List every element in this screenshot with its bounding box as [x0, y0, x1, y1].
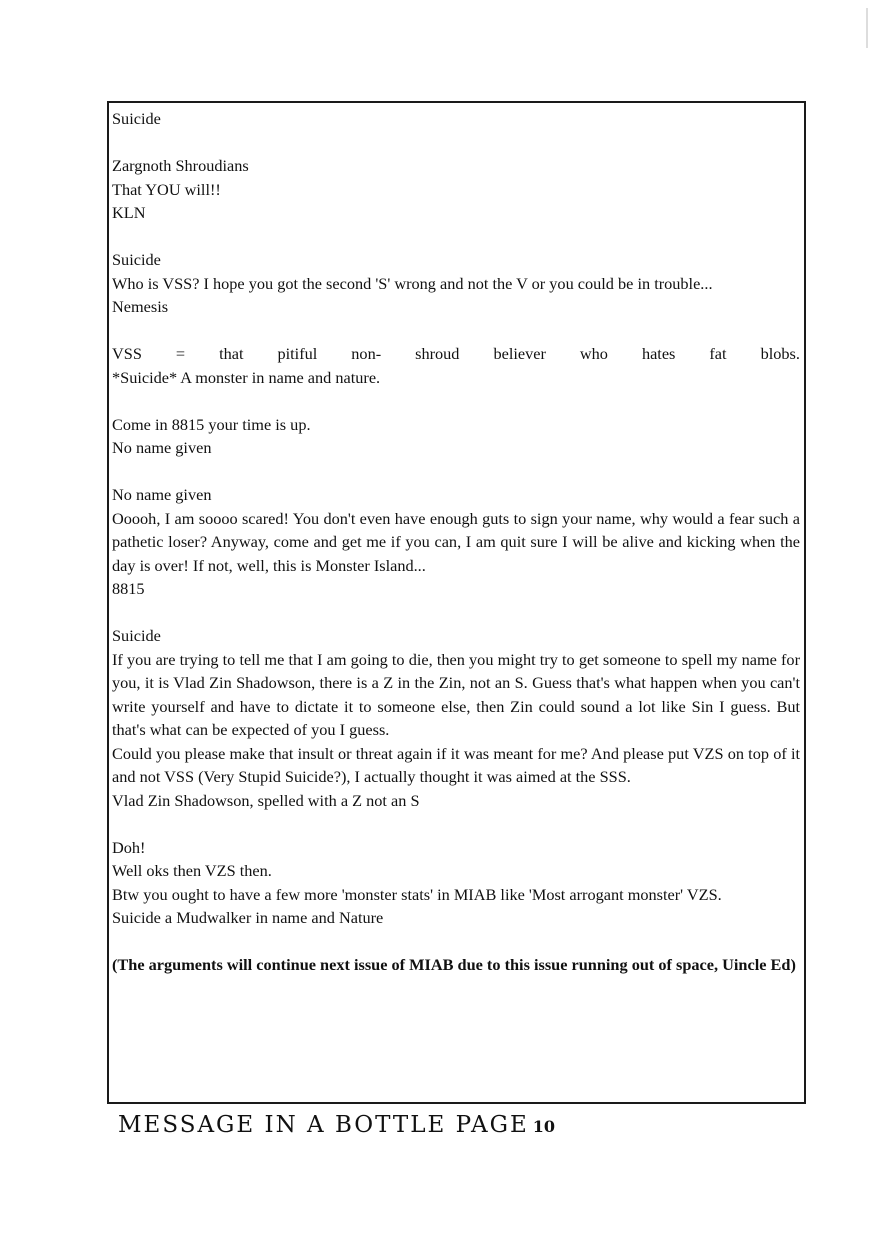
letter-paragraph: Btw you ought to have a few more 'monster stats' in MIAB like 'Most arrogant monster' VZS. [112, 884, 722, 904]
letter-line: Doh! [112, 837, 146, 857]
letter-line: Suicide [112, 626, 161, 645]
word: who [579, 344, 608, 363]
letter-paragraph: Ooooh, I am soooo scared! You don't even have enough guts to sign your name, why would a fear such a pathetic loser? Anyway, come and get me if you can, I am quit sure I will be alive and kicking when the day is over! If not, well, this is Monster Island... [112, 508, 800, 575]
letter-signature: 8815 [112, 579, 145, 598]
word: believer [493, 344, 546, 363]
letter-paragraph: If you are trying to tell me that I am going to die, then you might try to get someone to spell my name for you, it is Vlad Zin Shadowson, there is a Z in the Zin, not an S. Guess that's what happen when you can't write yourself and have to dictate it to someone else, then Zin could sound a lot like Sin I guess. But that's what can be expected of you I guess. [112, 649, 800, 739]
word: VSS [112, 344, 142, 363]
letter-signature: No name given [112, 438, 212, 457]
word: hates [641, 344, 676, 363]
letter-line: Zargnoth Shroudians [112, 156, 249, 175]
letter-signature: Vlad Zin Shadowson, spelled with a Z not an S [112, 790, 420, 810]
letter-line: Well oks then VZS then. [112, 861, 272, 880]
page-number: 10 [532, 1117, 556, 1136]
letter-line: Come in 8815 your time is up. [112, 414, 311, 434]
scan-margin-mark [866, 8, 868, 48]
letter-paragraph: Who is VSS? I hope you got the second 'S' wrong and not the V or you could be in trouble... [112, 273, 713, 293]
letter-signature: *Suicide* A monster in name and nature. [112, 367, 381, 387]
word: fat [709, 344, 727, 363]
word: pitiful [277, 344, 318, 363]
letter-line: That YOU will!! [112, 179, 221, 199]
letter-signature: Nemesis [112, 297, 169, 316]
footer-title: MESSAGE IN A BOTTLE PAGE [118, 1112, 529, 1138]
word: that [219, 344, 244, 363]
word: non- [351, 344, 382, 363]
letter-line: Suicide [112, 109, 161, 128]
letter-paragraph: Could you please make that insult or threat again if it was meant for me? And please put VZS on top of it and not VSS (Very Stupid Suicide?), I actually thought it was aimed at the SSS. [112, 743, 800, 786]
word: shroud [415, 344, 460, 363]
letter-line: KLN [112, 203, 146, 222]
word: = [175, 344, 186, 363]
letter-line: No name given [112, 485, 212, 504]
letters-column [107, 101, 806, 1104]
letter-spread-line [112, 342, 800, 366]
letter-signature: Suicide a Mudwalker in name and Nature [112, 908, 384, 927]
letter-line: Suicide [112, 250, 161, 269]
page-footer [118, 1112, 555, 1138]
editor-note: (The arguments will continue next issue of MIAB due to this issue running out of space, Uincle Ed) [112, 955, 796, 974]
word: blobs. [760, 344, 800, 363]
